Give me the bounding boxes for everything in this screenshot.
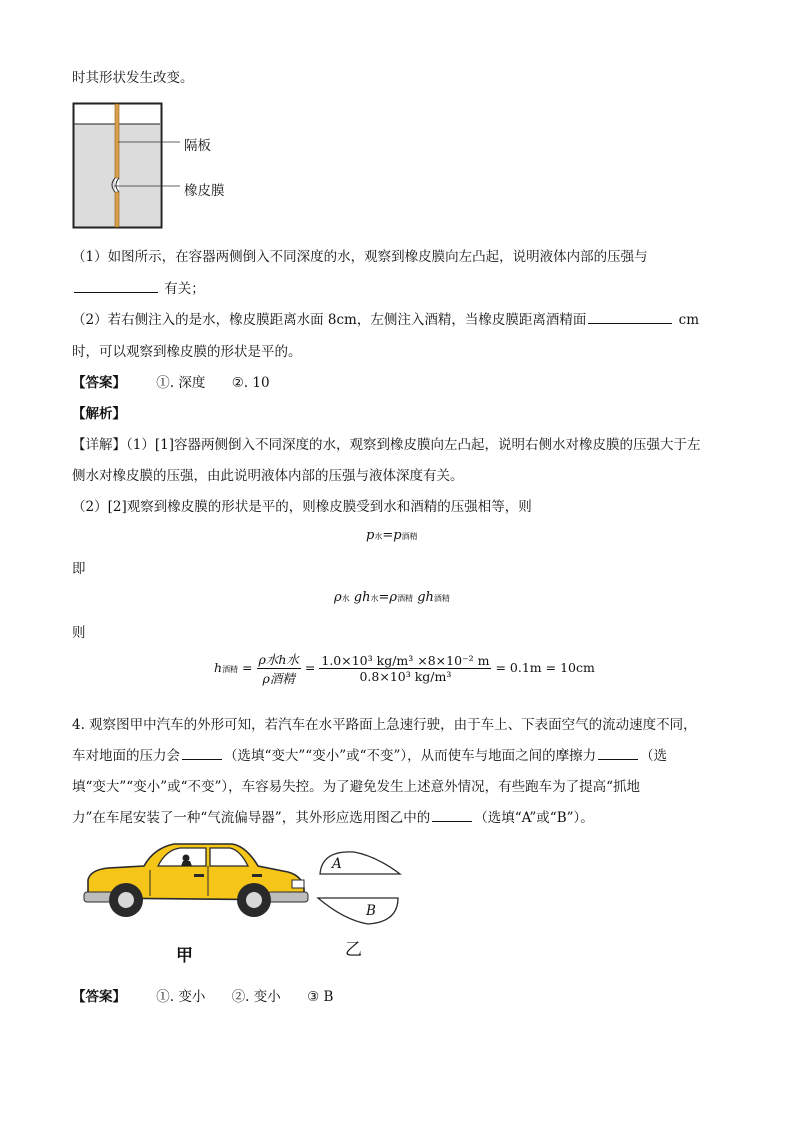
spoiler-shapes bbox=[314, 848, 404, 928]
analysis-tag bbox=[72, 402, 126, 422]
word-ze: 则 bbox=[72, 625, 86, 641]
eq3-frac1-den: ρ酒精 bbox=[262, 671, 295, 686]
spoiler-figure bbox=[314, 848, 404, 932]
answer-1: ①. 深度 bbox=[156, 375, 206, 391]
shape-label-b: B bbox=[366, 903, 376, 919]
q4-answer-2: ②. 变小 bbox=[231, 989, 281, 1005]
detail-line3: （2）[2]观察到橡皮膜的形状是平的，则橡皮膜受到水和酒精的压强相等，则 bbox=[72, 499, 532, 515]
eq3-fraction-1 bbox=[257, 650, 301, 687]
analysis-tag-text: 【解析】 bbox=[72, 406, 126, 422]
equation-1: p水=p酒精 bbox=[366, 528, 418, 543]
q4-answer-tag: 【答案】 bbox=[72, 989, 126, 1005]
eq2-sub-water-2: 水 bbox=[370, 594, 379, 603]
q4-line1: 4. 观察图甲中汽车的外形可知，若汽车在水平路面上急速行驶，由于车上、下表面空气的流动速度不同， bbox=[72, 717, 697, 733]
eq1-lhs: p bbox=[366, 528, 375, 543]
q4-answer-3: ③ B bbox=[307, 989, 334, 1005]
eq2-gh-2: gh bbox=[417, 590, 434, 605]
eq2-sub-alcohol-2: 酒精 bbox=[433, 594, 450, 603]
fig-label-jia: 甲 bbox=[176, 946, 193, 966]
q3-part2-line2: 时，可以观察到橡皮膜的形状是平的。 bbox=[72, 344, 302, 360]
q4-line3: 填“变大”“变小”或“不变”），车容易失控。为了避免发生上述意外情况，有些跑车为了提高“抓地 bbox=[72, 779, 641, 795]
eq3-h-sub: 酒精 bbox=[222, 665, 239, 674]
eq1-rhs-sub: 酒精 bbox=[401, 532, 418, 541]
blank-5[interactable] bbox=[432, 820, 472, 822]
detail-line1: 【详解】（1）[1]容器两侧倒入不同深度的水，观察到橡皮膜向左凸起，说明右侧水对橡皮膜的压强大于左 bbox=[72, 437, 701, 453]
q4-answer-1: ①. 变小 bbox=[156, 989, 206, 1005]
eq2-gh-1: gh bbox=[353, 590, 371, 605]
container-diagram bbox=[72, 102, 272, 230]
eq2-sub-alcohol-1: 酒精 bbox=[397, 594, 414, 603]
eq3-fraction-2 bbox=[319, 653, 491, 684]
q4-line4-b: （选填“A”或“B”）。 bbox=[474, 810, 594, 826]
blank-1[interactable] bbox=[74, 291, 158, 293]
eq3-frac2-num: 1.0×10³ kg/m³ ×8×10⁻² m bbox=[321, 653, 490, 668]
q4-line4-a: 力”在车尾安装了一种“气流偏导器”，其外形应选用图乙中的 bbox=[72, 810, 431, 826]
equation-2: ρ水 gh水=ρ酒精 gh酒精 bbox=[334, 590, 450, 605]
eq3-frac1-num: ρ水h水 bbox=[258, 652, 299, 667]
q3-part1-line2 bbox=[72, 277, 205, 297]
eq1-rhs: p bbox=[393, 528, 402, 543]
q4-answer bbox=[72, 985, 333, 1005]
answer-2: ②. 10 bbox=[231, 375, 270, 391]
eq2-rho-1: ρ bbox=[334, 590, 342, 605]
container-figure bbox=[72, 102, 272, 230]
answer-tag: 【答案】 bbox=[72, 375, 126, 391]
q3-part1-line2-end: 有关； bbox=[164, 281, 205, 297]
fig-label-yi: 乙 bbox=[345, 940, 362, 960]
car-figure bbox=[82, 840, 312, 924]
blank-3[interactable] bbox=[182, 758, 222, 760]
q4-line2-b: （选填“变大”“变小”或“不变”），从而使车与地面之间的摩擦力 bbox=[224, 748, 597, 764]
eq3-h: h bbox=[214, 660, 223, 675]
word-ji: 即 bbox=[72, 561, 86, 577]
q4-line4 bbox=[72, 806, 594, 826]
q4-line2 bbox=[72, 744, 667, 764]
q3-part2-unit: cm bbox=[678, 312, 700, 328]
blank-2[interactable] bbox=[588, 322, 672, 324]
q3-part1-line1: （1）如图所示，在容器两侧倒入不同深度的水，观察到橡皮膜向左凸起，说明液体内部的压强与 bbox=[72, 249, 648, 265]
eq1-lhs-sub: 水 bbox=[374, 532, 383, 541]
eq2-rho-2: ρ bbox=[389, 590, 398, 605]
blank-4[interactable] bbox=[598, 758, 638, 760]
shape-label-a: A bbox=[332, 856, 342, 872]
car-illustration bbox=[82, 840, 312, 920]
intro-line: 时其形状发生改变。 bbox=[72, 70, 194, 86]
q4-line2-a: 车对地面的压力会 bbox=[72, 748, 180, 764]
label-membrane: 橡皮膜 bbox=[184, 183, 225, 199]
eq3-result: = 0.1m = 10cm bbox=[495, 660, 595, 675]
q4-line2-c: （选 bbox=[640, 748, 668, 764]
label-partition: 隔板 bbox=[184, 138, 211, 154]
q3-part2-line1 bbox=[72, 308, 699, 328]
equation-3: h酒精 = $\frac{\text{ρ水h水}}{\text{ρ酒精}}$ = $\frac{\text{1.0×10³ kg/m³ ×8×10⁻² m}}{\text{0.8×10³ kg/m³}}$ = 0.1m = 10cm bbox=[214, 652, 595, 686]
eq2-sub-water-1: 水 bbox=[341, 594, 350, 603]
detail-line2: 侧水对橡皮膜的压强，由此说明液体内部的压强与液体深度有关。 bbox=[72, 468, 464, 484]
q3-answer bbox=[72, 371, 270, 391]
eq3-frac2-den: 0.8×10³ kg/m³ bbox=[359, 669, 452, 684]
q3-part2-text: （2）若右侧注入的是水，橡皮膜距离水面 8cm，左侧注入酒精，当橡皮膜距离酒精面 bbox=[72, 312, 587, 328]
